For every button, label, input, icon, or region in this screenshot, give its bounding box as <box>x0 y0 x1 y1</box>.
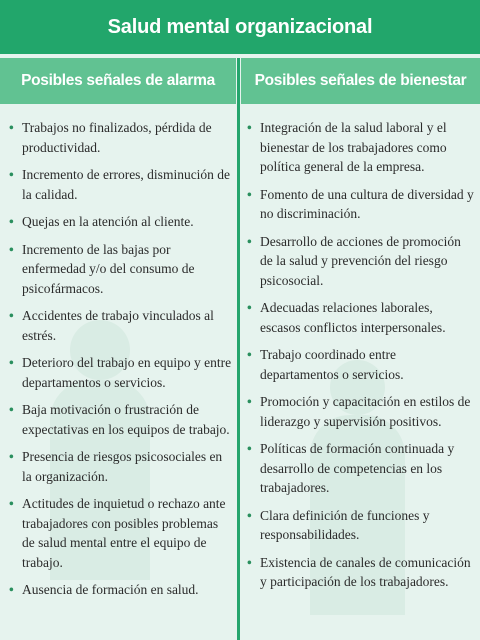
bullet-icon: • <box>9 402 14 417</box>
list-item: • Integración de la salud laboral y el bienestar de los trabajadores como política general de la empresa. <box>247 120 447 174</box>
bullet-icon: • <box>247 300 252 315</box>
wellbeing-signs-header-label: Posibles señales de bienestar <box>254 72 467 89</box>
bullet-icon: • <box>247 554 252 570</box>
bullet-icon: • <box>247 233 252 249</box>
bullet-icon: • <box>9 167 14 182</box>
bullet-icon: • <box>9 496 14 511</box>
bullet-icon: • <box>9 355 14 370</box>
wellbeing-signs-column <box>246 118 474 600</box>
alarm-signs-header-label: Posibles señales de alarma <box>21 72 215 89</box>
bullet-icon: • <box>247 441 252 456</box>
bullet-icon: • <box>9 214 14 229</box>
bullet-icon: • <box>247 120 252 135</box>
list-item: • Incremento de errores, disminución de la calidad. <box>9 167 231 202</box>
bullet-icon: • <box>9 449 14 464</box>
bullet-icon: • <box>9 120 14 135</box>
title-bar <box>0 0 480 54</box>
bullet-icon: • <box>9 582 14 597</box>
bullet-icon: • <box>247 507 252 523</box>
list-item: • Presencia de riesgos psicosociales en la organización. <box>9 449 223 484</box>
bullet-icon: • <box>9 308 14 323</box>
alarm-signs-header <box>0 58 236 104</box>
bullet-icon: • <box>247 394 252 409</box>
list-item: • Promoción y capacitación en estilos de liderazgo y supervisión positivos. <box>247 394 471 429</box>
bullet-icon: • <box>9 241 14 257</box>
list-item: • Clara definición de funciones y responsabilidades. <box>247 507 430 542</box>
list-item: • Baja motivación o frustración de expectativas en los equipos de trabajo. <box>9 402 230 437</box>
page-title: Salud mental organizacional <box>107 15 373 38</box>
list-item: • Desarrollo de acciones de promoción de la salud y prevención del riesgo psicosocial. <box>247 233 461 288</box>
list-item: • Ausencia de formación en salud. <box>8 580 234 600</box>
list-item: • Quejas en la atención al cliente. <box>8 212 234 232</box>
list-item: • Deterioro del trabajo en equipo y entre departamentos o servicios. <box>9 355 232 390</box>
bullet-icon: • <box>247 186 252 202</box>
list-item: • Actitudes de inquietud o rechazo ante trabajadores con posibles problemas de salud mental entre el equipo de trabajo. <box>9 496 226 570</box>
list-item: • Incremento de las bajas por enfermedad y/o del consumo de psicofármacos. <box>9 241 195 296</box>
column-divider <box>237 58 240 640</box>
alarm-signs-list <box>8 118 234 600</box>
wellbeing-signs-list <box>246 118 474 592</box>
list-item: • Trabajos no finalizados, pérdida de productividad. <box>9 120 212 155</box>
wellbeing-signs-header <box>241 58 480 104</box>
list-item: • Trabajo coordinado entre departamentos o servicios. <box>247 347 404 382</box>
list-item: • Existencia de canales de comunicación y participación de los trabajadores. <box>247 554 471 589</box>
list-item: • Fomento de una cultura de diversidad y no discriminación. <box>247 186 474 221</box>
list-item: • Políticas de formación continuada y desarrollo de competencias en los trabajadores. <box>247 441 455 495</box>
list-item: • Accidentes de trabajo vinculados al estrés. <box>9 308 214 343</box>
bullet-icon: • <box>247 347 252 362</box>
list-item: • Adecuadas relaciones laborales, escasos conflictos interpersonales. <box>247 300 446 335</box>
alarm-signs-column <box>8 118 234 608</box>
